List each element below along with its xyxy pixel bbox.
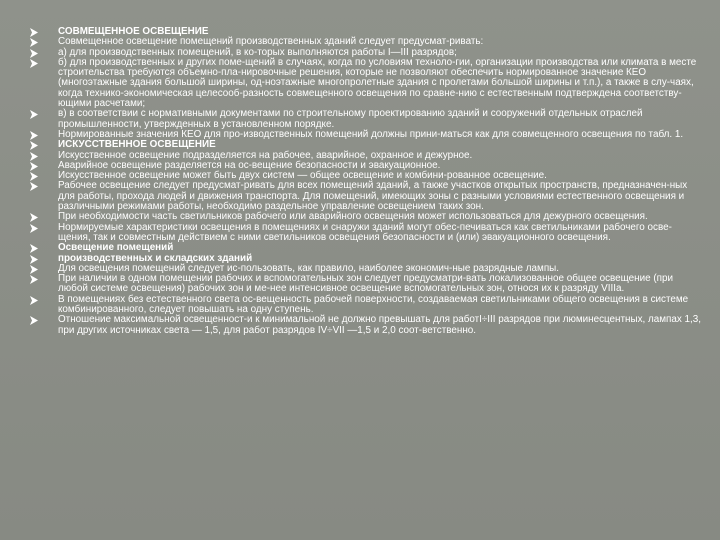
paragraph-item xyxy=(30,109,702,130)
paragraph-text: Искусственное освещение может быть двух систем — общее освещение и комбини-рованное освещение. xyxy=(58,170,547,182)
paragraph-text: При необходимости часть светильников рабочего или аварийного освещения может использоваться для дежурного освещения. xyxy=(58,211,648,223)
paragraph-item xyxy=(30,58,702,109)
arrow-bullet-icon xyxy=(30,110,40,120)
arrow-bullet-icon xyxy=(30,224,40,234)
paragraph-text: В помещениях без естественного света ос-вещенность рабочей поверхности, создаваемая светильниками общего освещения в системе комбинированного, следует повышать на одну ступень. xyxy=(58,293,689,316)
paragraph-text: Нормированные значения КЕО для про-изводственных помещений должны прини-маться как для совмещенного освещения по табл. 1. xyxy=(58,128,684,140)
paragraph-text: а) для производственных помещений, в ко-торых выполняются работы I—III разрядов; xyxy=(58,46,457,58)
paragraph-item xyxy=(30,181,702,212)
paragraph-text: Для освещения помещений следует ис-пользовать, как правило, наиболее экономич-ные разрядные лампы. xyxy=(58,262,560,274)
paragraph-text: б) для производственных и других поме-щений в случаях, когда по условиям техноло-гии, организации производства или климата в месте строительства требуются объемно-пла-нировочные решения, которые не позволяют обеспечить нормированное значение КЕО (многоэтажные здания большой ширины, од-ноэтажные многопролетные здания с пролетами большой ширины и т.п.), а также в слу-чаях, когда технико-экономическая целесооб-разность совмещенного освещения по сравне-нию с естественным подтверждена соответству-ющими расчетами; xyxy=(58,56,697,110)
paragraph-item xyxy=(30,223,702,244)
paragraph-text: Искусственное освещение подразделяется на рабочее, аварийное, охранное и дежурное. xyxy=(58,149,473,161)
arrow-bullet-icon xyxy=(30,316,40,326)
arrow-bullet-icon xyxy=(30,296,40,306)
paragraph-text: Нормируемые характеристики освещения в помещениях и снаружи зданий могут обес-печиваться как светильниками рабочего осве-щения, так и совместным действием с ними светильников освещения безопасности и (или) эвакуационного освещения. xyxy=(58,221,672,243)
arrow-bullet-icon xyxy=(30,275,40,285)
paragraph-text: Освещение помещений xyxy=(58,242,174,254)
paragraph-list xyxy=(30,27,702,336)
paragraph-text: Рабочее освещение следует предусмат-ривать для всех помещений зданий, а также участков открытых пространств, предназначен-ных для работы, прохода людей и движения транспорта. Для помещений, имеющих зоны с разными условиями естественного освещения и различными режимами работы, необходимо раздельное управление освещением таких зон. xyxy=(58,180,688,213)
arrow-bullet-icon xyxy=(30,59,40,69)
paragraph-text: Отношение максимальной освещенност-и к минимальной не должно превышать для работI÷III разрядов при люминесцентных, лампах 1,3, при других источниках света — 1,5, для работ разрядов IV÷VII —1,5 и 2,0 соот-ветственно. xyxy=(58,314,702,336)
paragraph-text: производственных и складских зданий xyxy=(58,252,253,264)
paragraph-text: Аварийное освещение разделяется на ос-вещение безопасности и эвакуационное. xyxy=(58,159,441,171)
paragraph-item xyxy=(30,295,702,316)
paragraph-item xyxy=(30,315,702,336)
arrow-bullet-icon xyxy=(30,182,40,192)
paragraph-item xyxy=(30,274,702,295)
paragraph-text: При наличии в одном помещении рабочих и вспомогательных зон следует предусматри-вать локализованное общее освещение (при любой системе освещения) рабочих зон и ме-нее интенсивное освещение вспомогательных зон, относя их к разряду VIIIа. xyxy=(58,273,674,295)
paragraph-text: ИСКУССТВЕННОЕ ОСВЕЩЕНИЕ xyxy=(58,139,216,151)
paragraph-text: Совмещенное освещение помещений производственных зданий следует предусмат-ривать: xyxy=(58,36,484,48)
paragraph-text: СОВМЕЩЕННОЕ ОСВЕЩЕНИЕ xyxy=(58,26,209,37)
paragraph-text: в) в соответствии с нормативными документами по строительному проектированию зданий и сооружений отдельных отраслей промышленности, утвержденных в установленном порядке. xyxy=(58,108,643,130)
